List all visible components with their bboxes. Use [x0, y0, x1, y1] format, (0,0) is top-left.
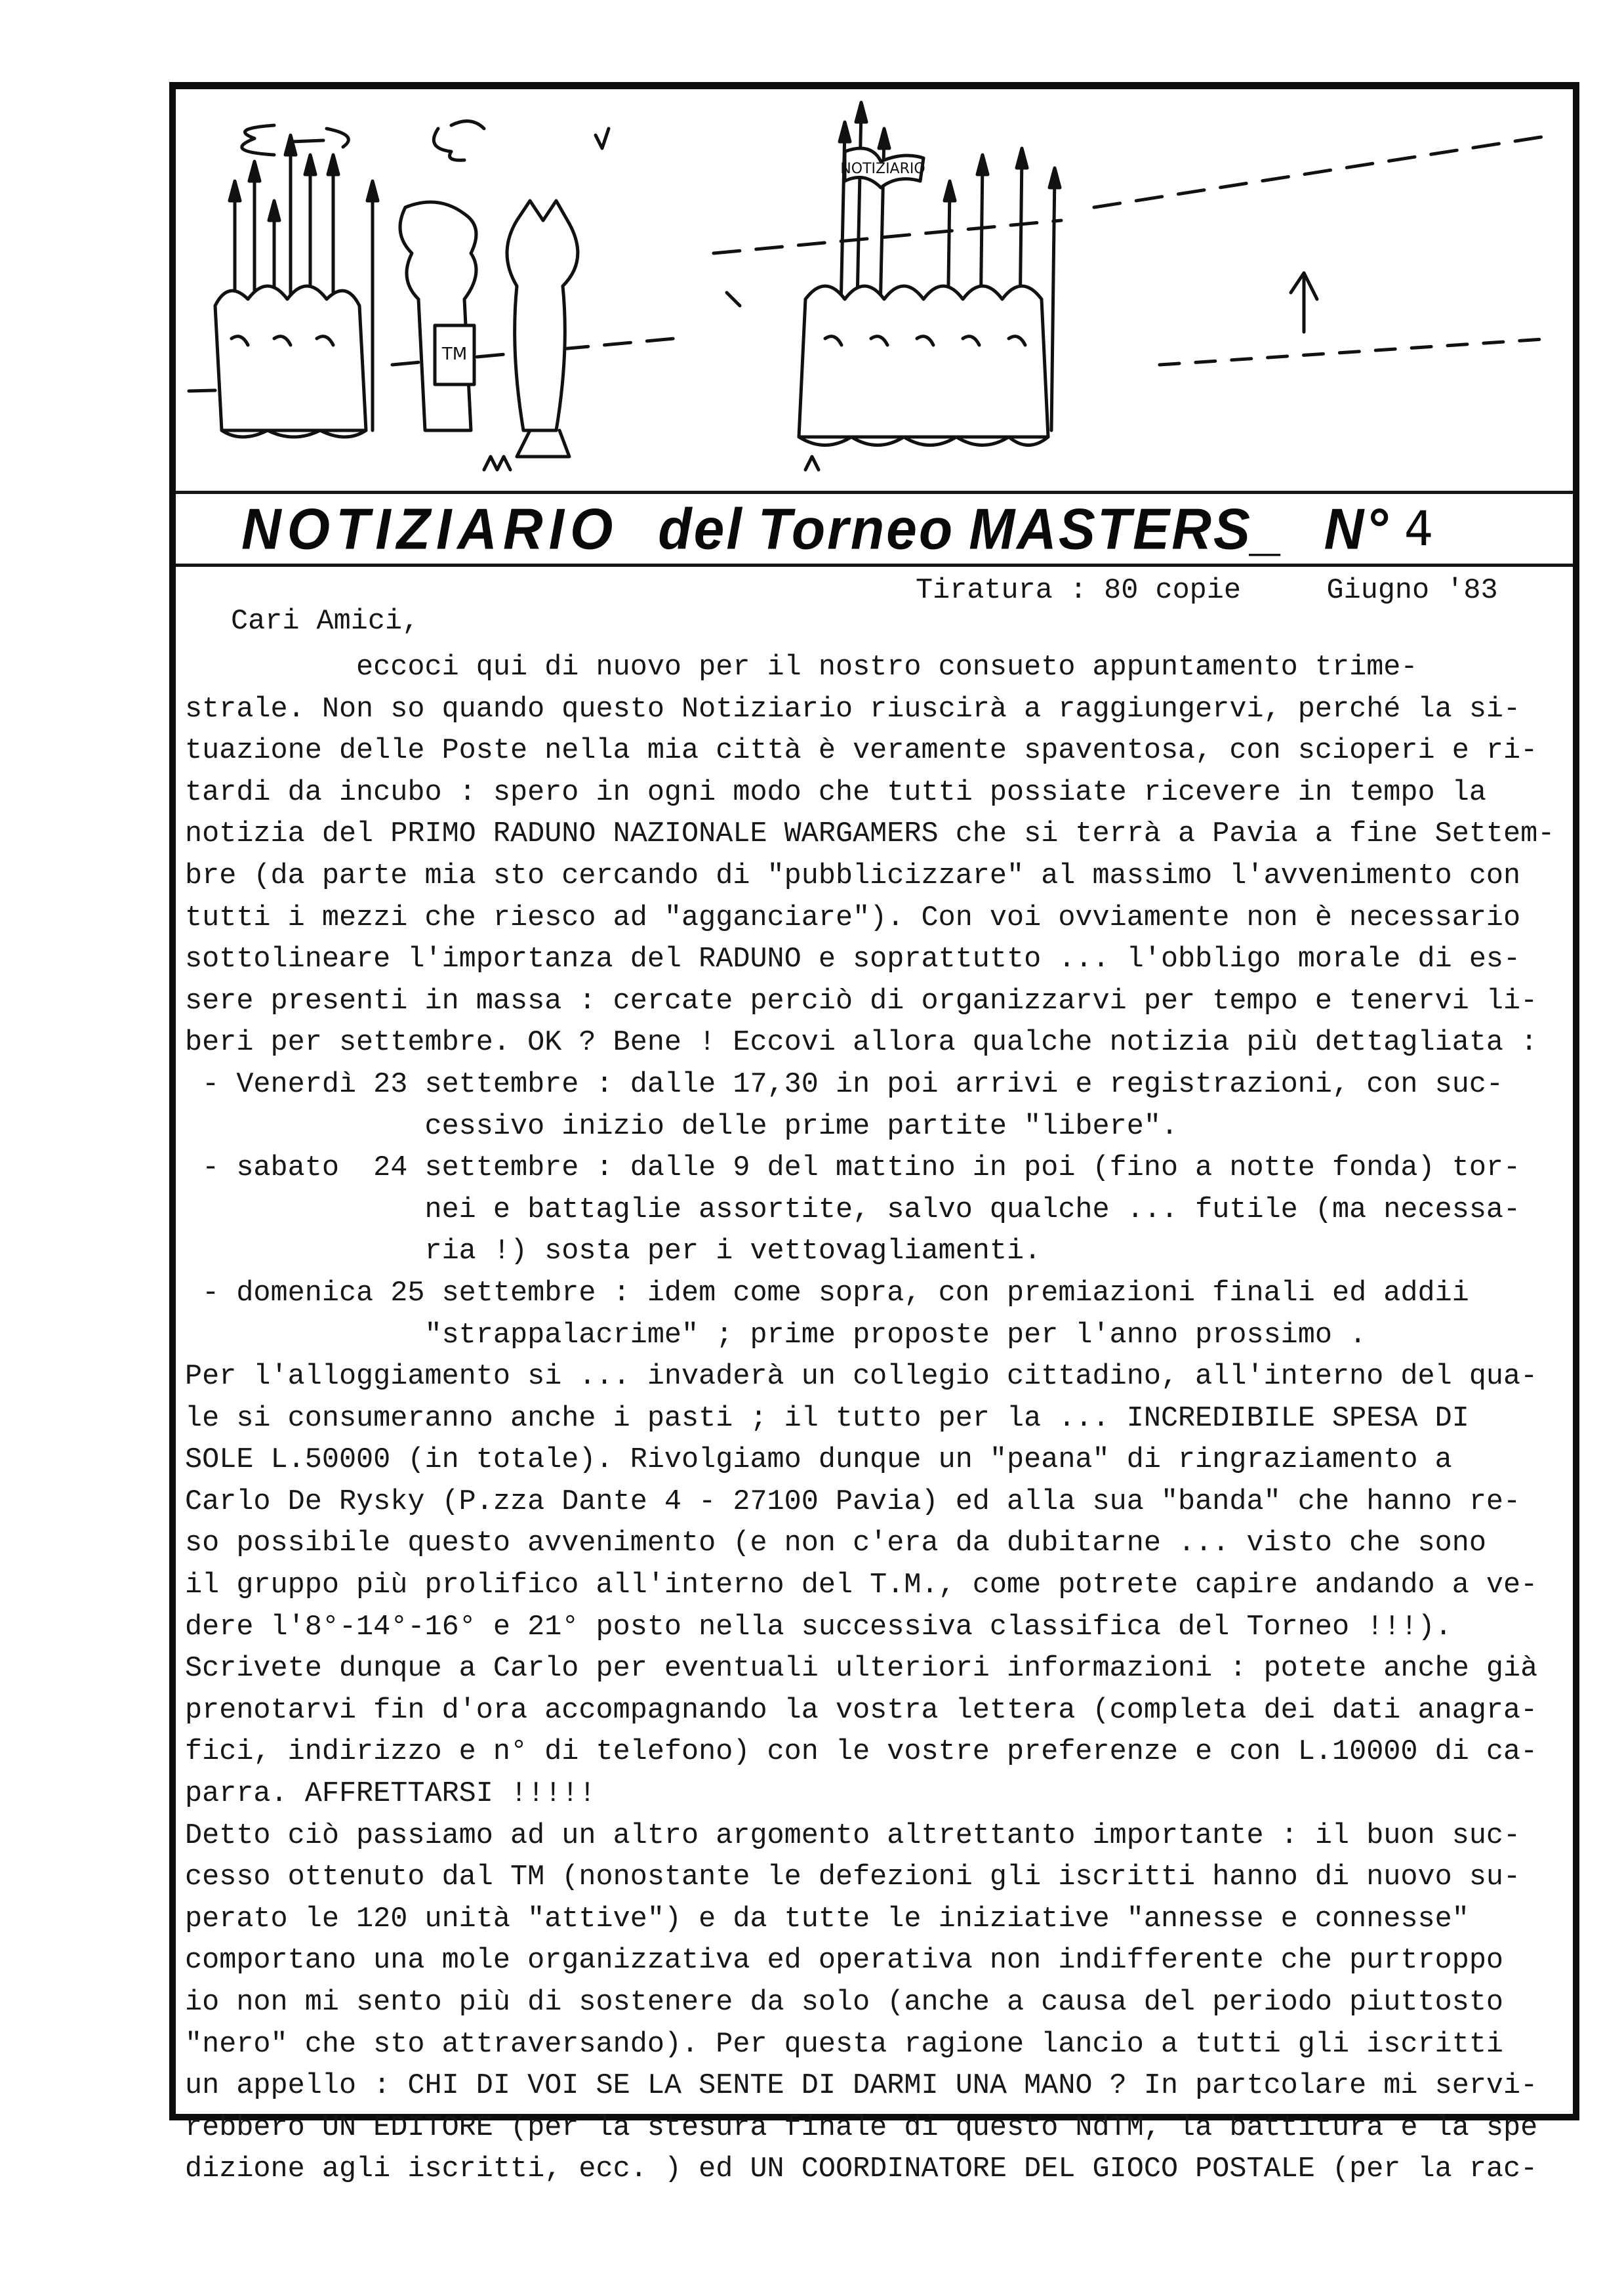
- sky-mark: [596, 129, 609, 148]
- reader-figure: [400, 202, 476, 430]
- letter-line: sottolineare l'importanza del RADUNO e soprattutto ... l'obbligo morale di es-: [185, 943, 1521, 976]
- letter-line: "strappalacrime" ; prime proposte per l'anno prossimo .: [185, 1319, 1367, 1352]
- letter-line: beri per settembre. OK ? Bene ! Eccovi allora qualche notizia più dettagliata :: [185, 1027, 1538, 1060]
- letter-line: SOLE L.50000 (in totale). Rivolgiamo dunque un "peana" di ringraziamento a: [185, 1444, 1452, 1477]
- letter-line: nei e battaglie assortite, salvo qualche ... futile (ma necessa-: [185, 1193, 1521, 1226]
- letter-line: io non mi sento più di sostenere da solo (anche a causa del periodo piuttosto: [185, 1987, 1504, 2019]
- letter-line: ria !) sosta per i vettovagliamenti.: [185, 1235, 1042, 1268]
- letter-line: Scrivete dunque a Carlo per eventuali ulteriori informazioni : potete anche già: [185, 1653, 1538, 1685]
- letter-line: Carlo De Rysky (P.zza Dante 4 - 27100 Pavia) ed alla sua "banda" che hanno re-: [185, 1485, 1521, 1518]
- horizon-line: [1160, 339, 1553, 365]
- letter-line: Per l'alloggiamento si ... invaderà un collegio cittadino, all'interno del qua-: [185, 1361, 1538, 1393]
- letter-line: prenotarvi fin d'ora accompagnando la vostra lettera (completa dei dati anagra-: [185, 1694, 1538, 1727]
- letter-line: eccoci qui di nuovo per il nostro consueto appuntamento trime-: [185, 651, 1418, 684]
- book-label: TM: [441, 344, 468, 364]
- letter-line: tardi da incubo : spero in ogni modo che tutti possiate ricevere in tempo la: [185, 776, 1486, 809]
- masthead-word-masters: MASTERS: [969, 496, 1252, 561]
- masthead: [176, 492, 1573, 565]
- cloud-doodle: [434, 121, 484, 161]
- letter-line: comportano una mole organizzativa ed operativa non indifferente che purtroppo: [185, 1945, 1504, 1977]
- right-army: [799, 102, 1060, 445]
- letter-line: sere presenti in massa : cercate perciò di organizzarvi per tempo e tenervi li-: [185, 985, 1538, 1018]
- letter-line: le si consumeranno anche i pasti ; il tutto per la ... INCREDIBILE SPESA DI: [185, 1402, 1469, 1435]
- cloud-doodle: [242, 125, 274, 155]
- issue-number: 4: [1404, 500, 1436, 558]
- print-run: Tiratura : 80 copie: [916, 575, 1241, 607]
- letter-line: so possibile questo avvenimento (e non c'era da dubitarne ... visto che sono: [185, 1527, 1486, 1560]
- letter-line: tuazione delle Poste nella mia città è veramente spaventosa, con scioperi e ri-: [185, 735, 1538, 768]
- left-army: [215, 135, 378, 437]
- letter-line: "nero" che sto attraversando). Per questa ragione lancio a tutti gli iscritti: [185, 2028, 1504, 2061]
- letter-line: cesso ottenuto dal TM (nonostante le defezioni gli iscritti hanno di nuovo su-: [185, 1861, 1521, 1894]
- masthead-bottom-rule: [176, 564, 1573, 567]
- letter-line: rebbero UN EDITORE (per la stesura finale di questo NdTM, la battitura e la spe: [185, 2111, 1538, 2144]
- cartoon-illustration: [176, 89, 1573, 491]
- masthead-number-label: N°: [1324, 496, 1390, 561]
- letter-line: cessivo inizio delle prime partite "libere".: [185, 1110, 1179, 1143]
- issue-meta: [916, 575, 1498, 607]
- letter-line: fici, indirizzo e n° di telefono) con le vostre preferenze e con L.10000 di ca-: [185, 1736, 1538, 1769]
- masthead-word-del: del: [658, 496, 744, 561]
- issue-date: Giugno '83: [1326, 575, 1498, 607]
- letter-line: Detto ciò passiamo ad un altro argomento altrettanto importante : il buon suc-: [185, 1819, 1521, 1852]
- letter-line: strale. Non so quando questo Notiziario riuscirà a raggiungervi, perché la si-: [185, 693, 1521, 726]
- letter-line: dizione agli iscritti, ecc. ) ed UN COORDINATORE DEL GIOCO POSTALE (per la rac-: [185, 2153, 1538, 2186]
- masthead-word-notiziario: NOTIZIARIO: [241, 496, 619, 561]
- letter-line: - domenica 25 settembre : idem come sopra, con premiazioni finali ed addii: [185, 1277, 1469, 1310]
- masthead-dash: _: [1251, 496, 1285, 561]
- letter-line: tutti i mezzi che riesco ad "agganciare"). Con voi ovviamente non è necessario: [185, 901, 1521, 934]
- letter-line: parra. AFFRETTARSI !!!!!: [185, 1778, 596, 1811]
- banner-text: NOTIZIARIO: [840, 161, 925, 177]
- letter-line: perato le 120 unità "attive") e da tutte le iniziative "annesse e connesse": [185, 1903, 1469, 1935]
- masthead-word-torneo: Torneo: [758, 496, 955, 561]
- letter-body: [185, 647, 1573, 2191]
- commander-figure: [507, 201, 578, 457]
- tree-doodle: [1291, 273, 1317, 332]
- ground-tuft: [484, 457, 819, 470]
- sky-mark: [727, 293, 740, 306]
- letter-line: notizia del PRIMO RADUNO NAZIONALE WARGAMERS che si terrà a Pavia a fine Settem-: [185, 818, 1555, 851]
- letter-line: bre (da parte mia sto cercando di "pubblicizzare" al massimo l'avvenimento con: [185, 859, 1521, 892]
- letter-line: - Venerdì 23 settembre : dalle 17,30 in poi arrivi e registrazioni, con suc-: [185, 1068, 1504, 1101]
- page-frame: [169, 82, 1579, 2186]
- letter-line: un appello : CHI DI VOI SE LA SENTE DI DARMI UNA MANO ? In partcolare mi servi-: [185, 2070, 1538, 2103]
- letter-line: il gruppo più prolifico all'interno del T.M., come potrete capire andando a ve-: [185, 1569, 1538, 1602]
- cloud-doodle: [291, 129, 348, 147]
- letter-line: dere l'8°-14°-16° e 21° posto nella successiva classifica del Torneo !!!).: [185, 1611, 1452, 1643]
- letter-line: - sabato 24 settembre : dalle 9 del mattino in poi (fino a notte fonda) tor-: [185, 1152, 1521, 1185]
- salutation: Cari Amici,: [231, 606, 420, 638]
